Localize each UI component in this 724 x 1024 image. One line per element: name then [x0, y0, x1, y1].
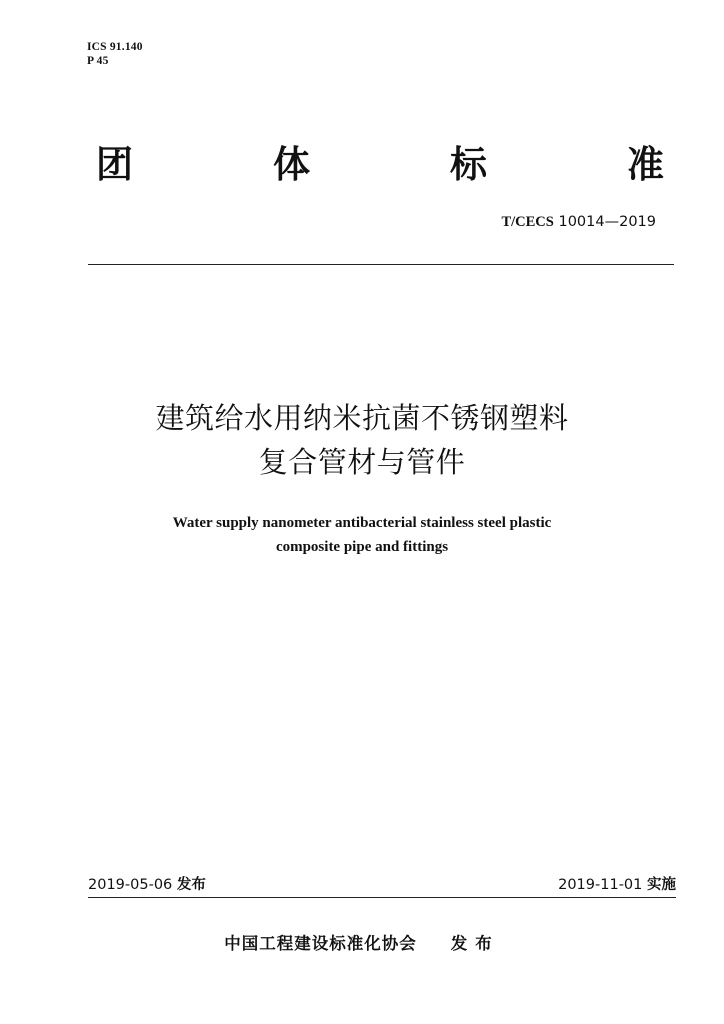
- standard-code-prefix: T/CECS: [501, 214, 554, 230]
- chinese-title-line-2: 复合管材与管件: [258, 445, 466, 479]
- implementation-date-label: 实施: [647, 877, 676, 893]
- issue-date-label: 发布: [176, 877, 206, 893]
- standard-type-heading: [96, 140, 664, 190]
- implementation-date-value: 2019-11-01: [558, 877, 643, 893]
- issue-date-value: 2019-05-06: [88, 877, 173, 893]
- issue-date: [88, 873, 206, 894]
- english-title-line-2: composite pipe and fittings: [275, 539, 449, 555]
- top-divider: [88, 264, 674, 265]
- publisher-organization: 中国工程建设标准化协会: [224, 934, 417, 953]
- standard-type-char: 体: [273, 143, 310, 186]
- implementation-date: [558, 873, 676, 894]
- standard-type-char: 标: [450, 143, 487, 186]
- chinese-title-line-1: 建筑给水用纳米抗菌不锈钢塑料: [155, 401, 569, 435]
- chinese-title: [0, 396, 724, 484]
- english-title: [0, 511, 724, 559]
- english-title-line-1: Water supply nanometer antibacterial stainless steel plastic: [172, 515, 552, 531]
- ccs-code: P 45: [87, 55, 109, 67]
- classification-codes: [87, 40, 143, 68]
- standard-type-char: 准: [627, 143, 664, 186]
- publisher-line: [0, 930, 724, 954]
- standard-code: [501, 214, 656, 231]
- standard-code-number: 10014—2019: [558, 214, 656, 230]
- publisher-action: 发布: [450, 934, 500, 953]
- bottom-divider: [88, 897, 676, 898]
- standard-type-char: 团: [96, 143, 133, 186]
- ics-code: ICS 91.140: [87, 41, 143, 53]
